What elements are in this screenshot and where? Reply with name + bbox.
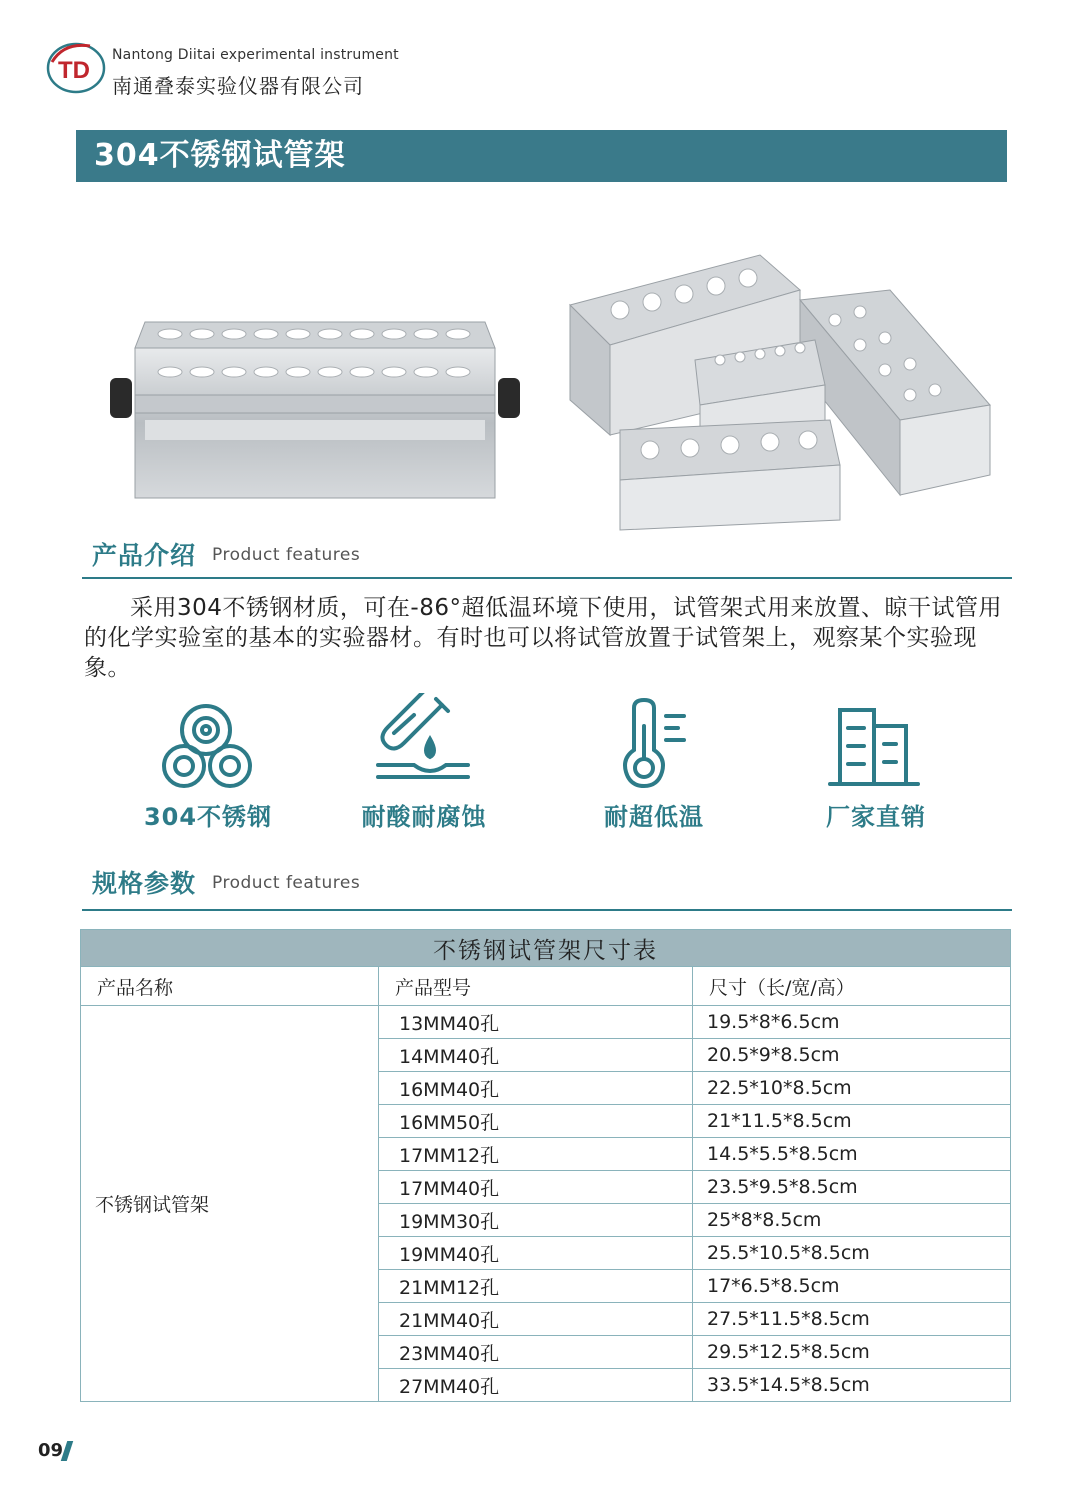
- thermometer-icon: [604, 698, 704, 790]
- section-divider: [82, 909, 1012, 911]
- table-cell-model: 13MM40孔: [379, 1006, 693, 1039]
- table-cell-model: 16MM50孔: [379, 1105, 693, 1138]
- test-tube-acid-icon: [374, 693, 474, 785]
- table-cell-size: 21*11.5*8.5cm: [693, 1105, 1011, 1138]
- company-name-en: Nantong Diitai experimental instrument: [112, 47, 399, 63]
- table-cell-size: 20.5*9*8.5cm: [693, 1039, 1011, 1072]
- feature-label-steel: 304不锈钢: [143, 803, 273, 831]
- product-photo-rack: [100, 300, 530, 510]
- table-cell-size: 25.5*10.5*8.5cm: [693, 1237, 1011, 1270]
- feature-label-low-temp: 耐超低温: [604, 803, 704, 831]
- section-divider: [82, 577, 1012, 579]
- size-table: [80, 929, 1011, 1402]
- company-logo: [44, 36, 108, 98]
- table-cell-model: 16MM40孔: [379, 1072, 693, 1105]
- table-cell-size: 29.5*12.5*8.5cm: [693, 1336, 1011, 1369]
- table-cell-size: 14.5*5.5*8.5cm: [693, 1138, 1011, 1171]
- table-cell-size: 25*8*8.5cm: [693, 1204, 1011, 1237]
- table-header-name: 产品名称: [81, 967, 379, 1006]
- table-cell-size: 19.5*8*6.5cm: [693, 1006, 1011, 1039]
- table-cell-model: 17MM40孔: [379, 1171, 693, 1204]
- table-row: [81, 1006, 1011, 1039]
- table-cell-model: 19MM30孔: [379, 1204, 693, 1237]
- table-cell-product-name: 不锈钢试管架: [81, 1006, 379, 1402]
- table-cell-model: 17MM12孔: [379, 1138, 693, 1171]
- table-cell-model: 21MM40孔: [379, 1303, 693, 1336]
- section-subtitle-intro: Product features: [212, 545, 361, 565]
- table-cell-model: 21MM12孔: [379, 1270, 693, 1303]
- svg-text:TD: TD: [58, 57, 90, 84]
- table-header-size: 尺寸（长/宽/高）: [693, 967, 1011, 1006]
- page-number: 09: [38, 1440, 64, 1461]
- steel-coils-icon: [158, 700, 258, 792]
- table-cell-size: 17*6.5*8.5cm: [693, 1270, 1011, 1303]
- page-title: 304不锈钢试管架: [76, 130, 1007, 182]
- factory-building-icon: [826, 700, 926, 792]
- table-cell-size: 33.5*14.5*8.5cm: [693, 1369, 1011, 1402]
- table-cell-model: 27MM40孔: [379, 1369, 693, 1402]
- table-caption: 不锈钢试管架尺寸表: [81, 930, 1011, 967]
- table-cell-size: 23.5*9.5*8.5cm: [693, 1171, 1011, 1204]
- company-name-cn: 南通叠泰实验仪器有限公司: [112, 74, 364, 98]
- table-cell-size: 27.5*11.5*8.5cm: [693, 1303, 1011, 1336]
- feature-label-factory: 厂家直销: [826, 803, 926, 831]
- table-cell-size: 22.5*10*8.5cm: [693, 1072, 1011, 1105]
- table-cell-model: 19MM40孔: [379, 1237, 693, 1270]
- table-cell-model: 23MM40孔: [379, 1336, 693, 1369]
- section-title-spec: 规格参数: [92, 869, 197, 898]
- product-photo-rack-group: [560, 250, 1010, 535]
- table-cell-model: 14MM40孔: [379, 1039, 693, 1072]
- intro-paragraph: 采用304不锈钢材质，可在-86°超低温环境下使用，试管架式用来放置、晾干试管用的化学实验室的基本的实验器材。有时也可以将试管放置于试管架上，观察某个实验现象。: [84, 595, 1002, 681]
- section-title-intro: 产品介绍: [92, 541, 197, 570]
- section-subtitle-spec: Product features: [212, 873, 361, 893]
- table-header-model: 产品型号: [379, 967, 693, 1006]
- feature-label-acid: 耐酸耐腐蚀: [361, 803, 487, 831]
